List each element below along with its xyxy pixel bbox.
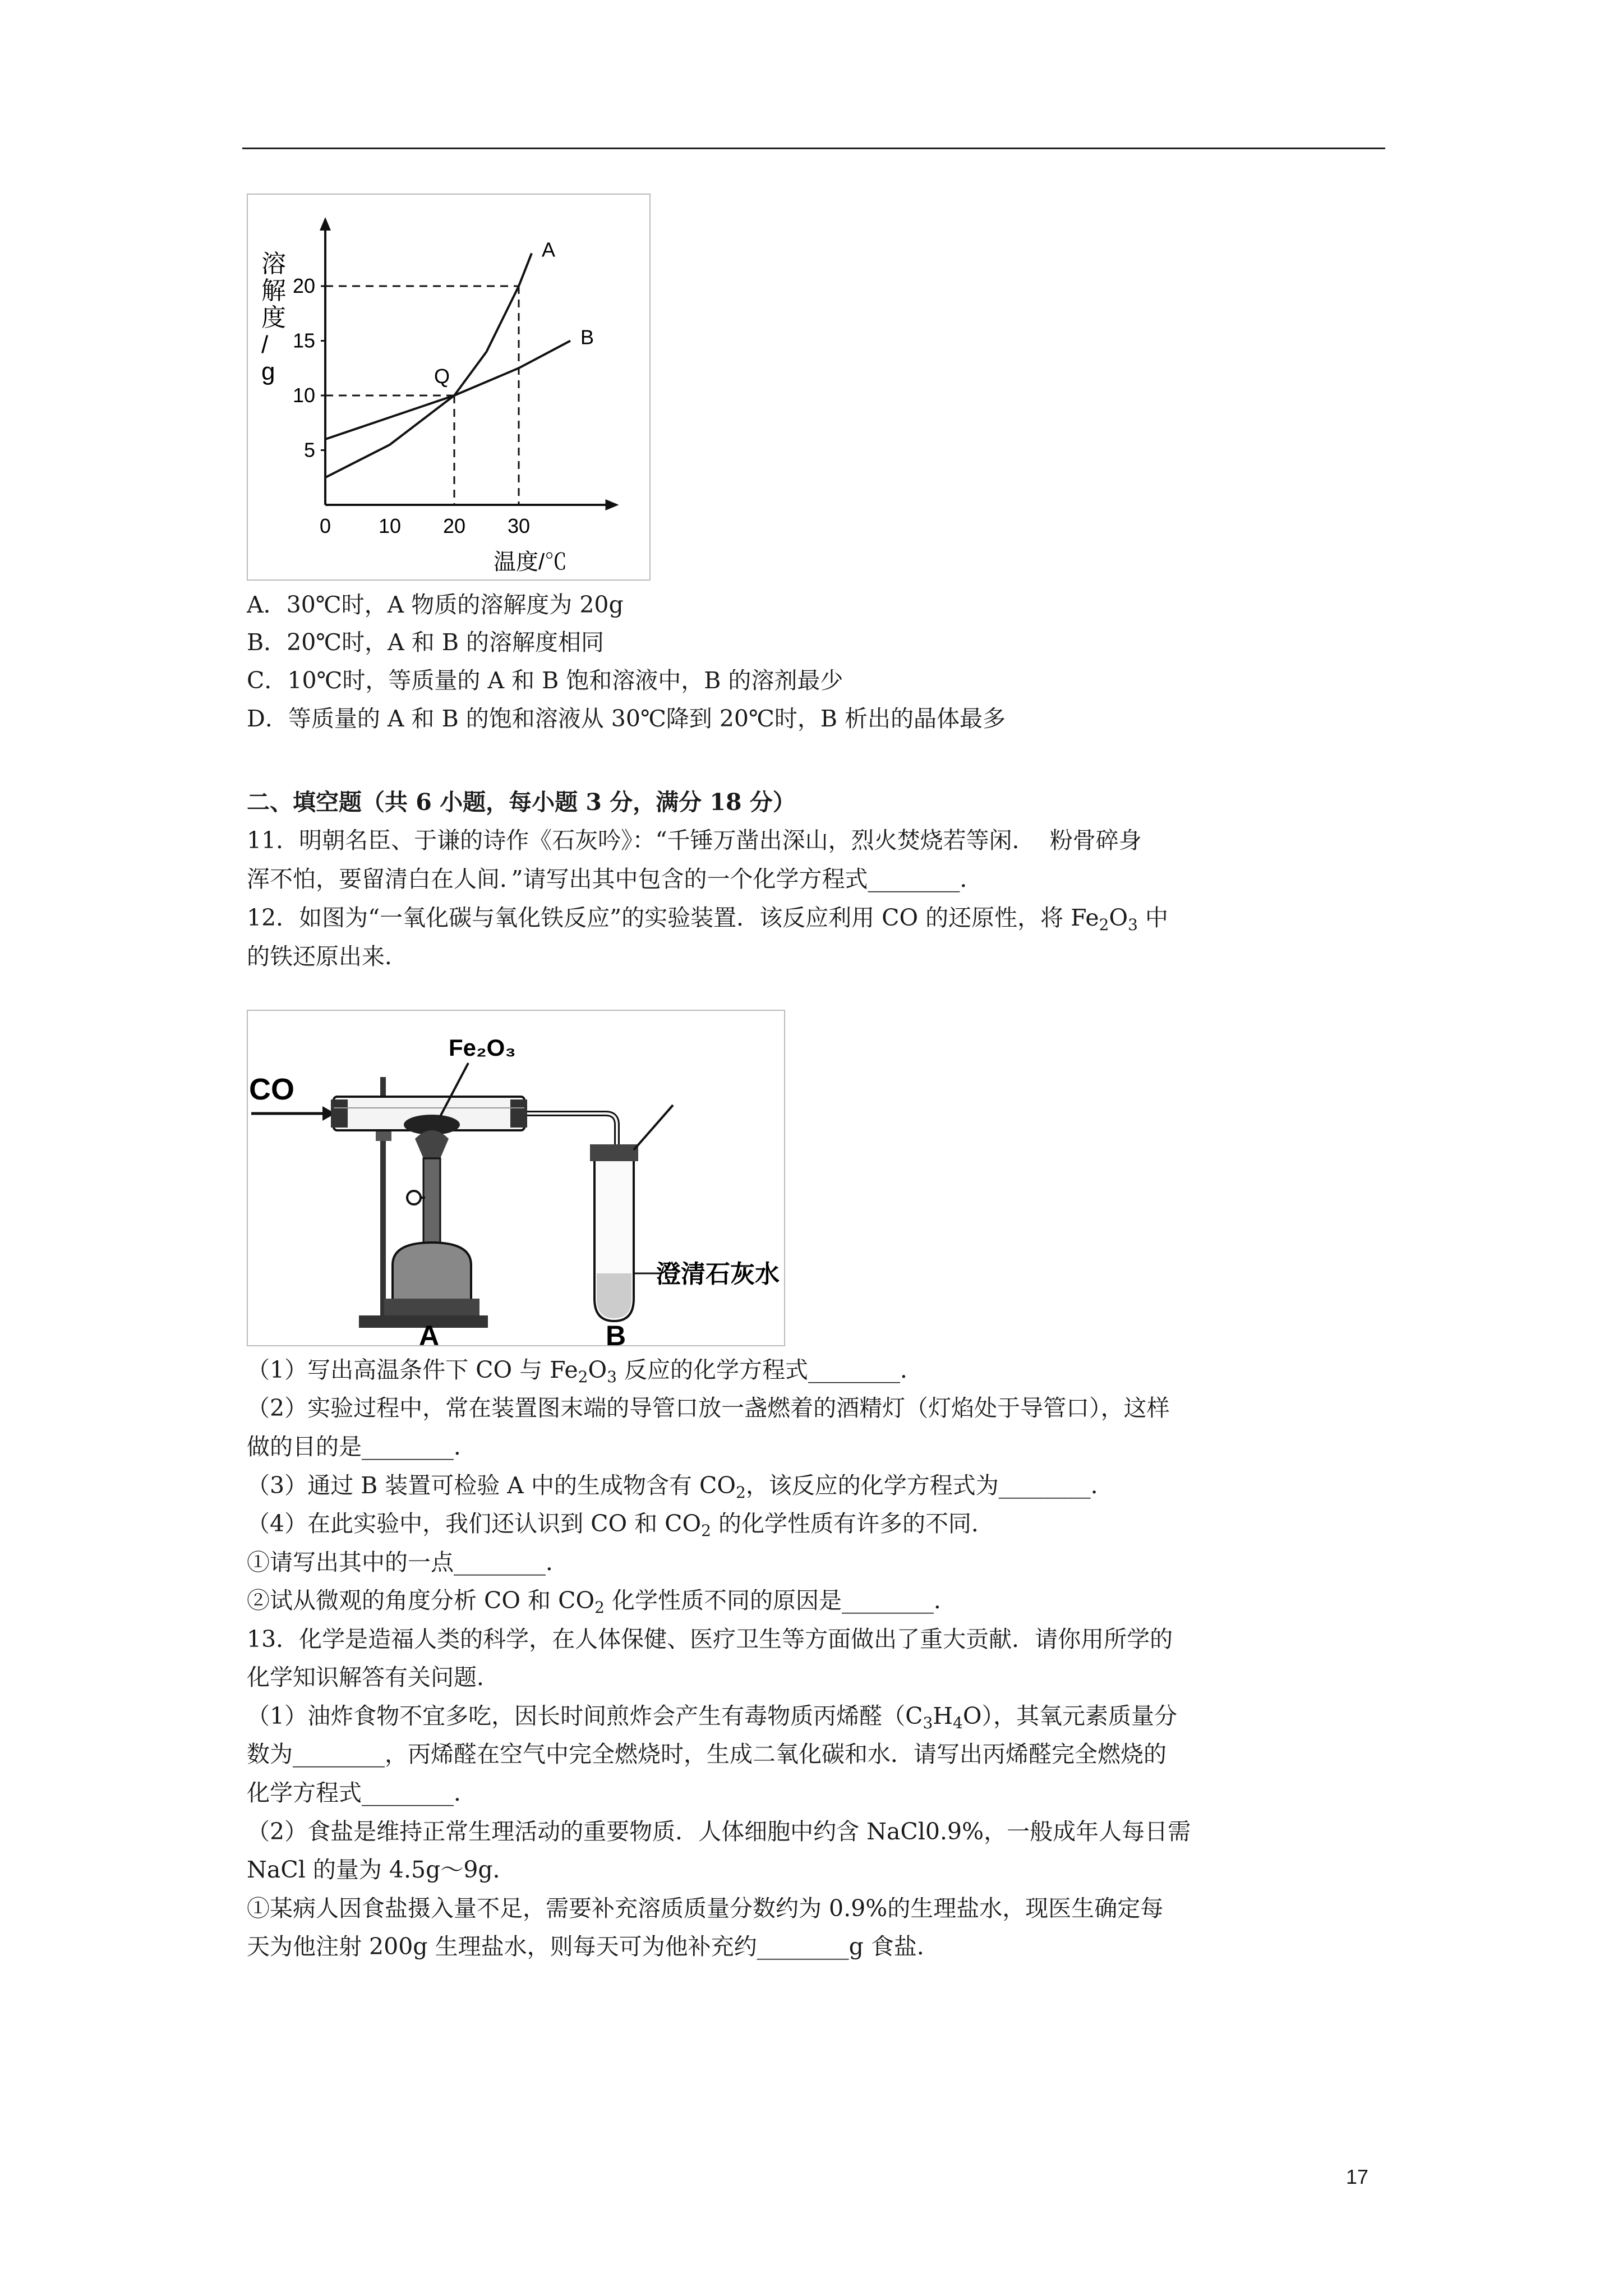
right-stopper bbox=[510, 1099, 527, 1128]
subscript: 3 bbox=[1128, 915, 1138, 934]
q12-part-2-line-2: 做的目的是________． bbox=[247, 1433, 477, 1460]
q13-part-2-line-1: （2）食盐是维持正常生理活动的重要物质．人体细胞中约含 NaCl0.9%，一般成年人每日需 bbox=[247, 1818, 1191, 1845]
y-axis-label-char: / bbox=[261, 331, 269, 358]
x-tick-label: 20 bbox=[442, 514, 466, 537]
burner-body bbox=[393, 1243, 471, 1301]
y-axis-label-char: g bbox=[261, 358, 275, 385]
label-b: B bbox=[606, 1320, 626, 1346]
q13-text: （1）油炸食物不宜多吃，因长时间煎炸会产生有毒物质丙烯醛（C bbox=[247, 1703, 923, 1729]
burner-tube bbox=[423, 1158, 440, 1243]
q12-text: ，该反应的化学方程式为________． bbox=[745, 1472, 1114, 1499]
test-tube-stopper bbox=[590, 1144, 638, 1161]
option-c: C．10℃时，等质量的 A 和 B 饱和溶液中，B 的溶剂最少 bbox=[247, 667, 843, 694]
apparatus-diagram bbox=[247, 1010, 785, 1346]
page-number: 17 bbox=[1346, 2165, 1369, 2188]
solubility-chart bbox=[247, 194, 651, 581]
y-axis-label bbox=[261, 250, 286, 385]
subscript: 2 bbox=[578, 1368, 588, 1386]
q12-line-1 bbox=[247, 904, 1168, 932]
q13-line-2: 化学知识解答有关问题． bbox=[247, 1664, 500, 1691]
q13-text: H bbox=[933, 1703, 953, 1729]
q12-text: （1）写出高温条件下 CO 与 Fe bbox=[247, 1356, 578, 1383]
q12-part-2-line-1: （2）实验过程中，常在装置图末端的导管口放一盏燃着的酒精灯（灯焰处于导管口），这样 bbox=[247, 1395, 1170, 1421]
x-tick-label: 0 bbox=[319, 514, 331, 537]
q13-line-1: 13．化学是造福人类的科学，在人体保健、医疗卫生等方面做出了重大贡献．请你用所学的 bbox=[247, 1626, 1173, 1653]
q12-text: （4）在此实验中，我们还认识到 CO 和 CO bbox=[247, 1510, 702, 1537]
series-b-curve bbox=[325, 341, 570, 440]
y-tick-label: 20 bbox=[292, 274, 315, 297]
q13-part-2-i-line-2: 天为他注射 200g 生理盐水，则每天可为他补充约________g 食盐． bbox=[247, 1933, 940, 1960]
q13-part-2-line-2: NaCl 的量为 4.5g～9g． bbox=[247, 1856, 516, 1883]
y-axis-label-char: 度 bbox=[261, 304, 286, 332]
fe2o3-label: Fe₂O₃ bbox=[449, 1034, 516, 1061]
co-label: CO bbox=[249, 1073, 294, 1106]
label-a: A bbox=[419, 1320, 440, 1346]
option-b: B．20℃时，A 和 B 的溶解度相同 bbox=[247, 629, 605, 656]
subscript: 3 bbox=[607, 1368, 617, 1386]
limewater bbox=[597, 1273, 631, 1318]
q13-part-1-line-1 bbox=[247, 1702, 1177, 1730]
limewater-label: 澄清石灰水 bbox=[656, 1260, 780, 1288]
diagram-frame bbox=[247, 1010, 785, 1346]
x-tick-label: 10 bbox=[378, 514, 402, 537]
subscript: 2 bbox=[701, 1521, 711, 1540]
left-stopper bbox=[331, 1099, 348, 1128]
q12-text: 反应的化学方程式________． bbox=[616, 1356, 923, 1383]
series-a-label: A bbox=[542, 238, 556, 261]
option-a: A．30℃时，A 物质的溶解度为 20g bbox=[247, 591, 624, 618]
q12-text: O bbox=[588, 1356, 607, 1383]
q12-text: 的化学性质有许多的不同． bbox=[711, 1510, 995, 1537]
section-heading: 二、填空题（共 6 小题，每小题 3 分，满分 18 分） bbox=[247, 789, 796, 816]
x-axis-arrow bbox=[606, 499, 619, 510]
x-tick-label: 30 bbox=[507, 514, 531, 537]
y-tick-label: 10 bbox=[292, 384, 315, 407]
y-axis-label-char: 解 bbox=[261, 277, 286, 305]
q13-part-2-i-line-1: ①某病人因食盐摄入量不足，需要补充溶质质量分数约为 0.9%的生理盐水，现医生确定每 bbox=[247, 1895, 1164, 1922]
q12-text: 中 bbox=[1137, 904, 1168, 931]
burner-valve bbox=[407, 1191, 421, 1204]
header-rule bbox=[242, 148, 1385, 149]
q12-part-4 bbox=[247, 1510, 994, 1538]
q12-text: O bbox=[1109, 904, 1128, 931]
x-axis-label: 温度/℃ bbox=[494, 550, 568, 574]
y-axis-arrow bbox=[320, 217, 331, 231]
y-tick-label: 15 bbox=[292, 329, 315, 352]
q13-text: O），其氧元素质量分 bbox=[962, 1703, 1177, 1729]
vent-tube bbox=[634, 1105, 673, 1150]
q12-text: ②试从微观的角度分析 CO 和 CO bbox=[247, 1587, 595, 1614]
subscript: 2 bbox=[735, 1483, 746, 1502]
series-b-label: B bbox=[580, 325, 594, 349]
y-axis-label-char: 溶 bbox=[261, 250, 286, 278]
q12-part-1 bbox=[247, 1356, 923, 1384]
q11-line-2: 浑不怕，要留清白在人间．”请写出其中包含的一个化学方程式________． bbox=[247, 866, 983, 892]
q12-text: 12．如图为“一氧化碳与氧化铁反应”的实验装置．该反应利用 CO 的还原性，将 Fe bbox=[247, 904, 1099, 931]
q13-part-1-line-2: 数为________，丙烯醛在空气中完全燃烧时，生成二氧化碳和水．请写出丙烯醛完全燃烧的 bbox=[247, 1741, 1166, 1768]
q12-part-3 bbox=[247, 1471, 1114, 1502]
flame-icon bbox=[415, 1130, 449, 1158]
intersection-label: Q bbox=[434, 365, 450, 388]
q12-part-4-i: ①请写出其中的一点________． bbox=[247, 1549, 569, 1576]
q12-part-4-ii bbox=[247, 1586, 957, 1617]
q12-text: （3）通过 B 装置可检验 A 中的生成物含有 CO bbox=[247, 1472, 736, 1499]
q12-text: 化学性质不同的原因是________． bbox=[604, 1587, 957, 1614]
q11-line-1: 11．明朝名臣、于谦的诗作《石灰吟》：“千锤万凿出深山，烈火焚烧若等闲． 粉骨碎身 bbox=[247, 827, 1142, 854]
q13-part-1-line-3: 化学方程式________． bbox=[247, 1779, 477, 1806]
y-tick-label: 5 bbox=[303, 438, 315, 462]
burner-base bbox=[384, 1299, 479, 1315]
option-d: D．等质量的 A 和 B 的饱和溶液从 30℃降到 20℃时，B 析出的晶体最多 bbox=[247, 705, 1006, 732]
subscript: 2 bbox=[1099, 915, 1109, 934]
subscript: 2 bbox=[594, 1598, 605, 1617]
subscript: 4 bbox=[953, 1714, 963, 1732]
subscript: 3 bbox=[923, 1714, 933, 1732]
q12-line-2: 的铁还原出来． bbox=[247, 943, 408, 970]
